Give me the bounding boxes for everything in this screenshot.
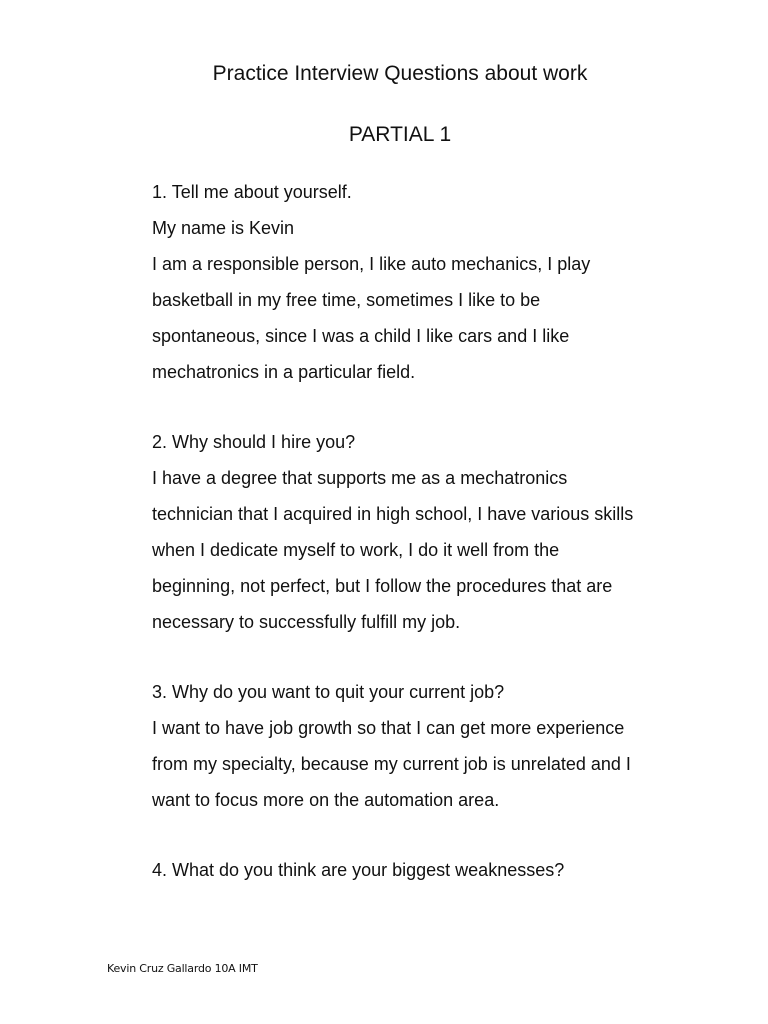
answer-line: from my specialty, because my current job is unrelated and I — [152, 754, 631, 774]
answer-line: basketball in my free time, sometimes I like to be — [152, 290, 541, 310]
page-title: Practice Interview Questions about work — [212, 62, 588, 85]
answer-line: I am a responsible person, I like auto mechanics, I play — [152, 254, 591, 274]
answer-line: mechatronics in a particular field. — [152, 362, 416, 382]
answer-line: beginning, not perfect, but I follow the procedures that are — [152, 576, 613, 596]
answer-line: I have a degree that supports me as a mechatronics — [152, 468, 568, 488]
answer-line: when I dedicate myself to work, I do it well from the — [152, 540, 560, 560]
question-block-1 — [152, 174, 712, 390]
answer-line: necessary to successfully fulfill my job. — [152, 612, 461, 632]
answer-line: I want to have job growth so that I can get more experience — [152, 718, 625, 738]
question-text: 1. Tell me about yourself. — [152, 182, 352, 202]
question-block-2 — [152, 424, 712, 640]
question-text: 4. What do you think are your biggest weaknesses? — [152, 860, 565, 880]
question-block-4 — [152, 852, 712, 888]
answer-line: want to focus more on the automation area. — [152, 790, 500, 810]
answer-line: My name is Kevin — [152, 218, 295, 238]
question-block-3 — [152, 674, 712, 818]
question-text: 2. Why should I hire you? — [152, 432, 356, 452]
answer-line: technician that I acquired in high school, I have various skills — [152, 504, 634, 524]
partial-heading: PARTIAL 1 — [348, 123, 452, 146]
page-footer: Kevin Cruz Gallardo 10A IMT — [107, 962, 258, 975]
question-text: 3. Why do you want to quit your current job? — [152, 682, 505, 702]
answer-line: spontaneous, since I was a child I like cars and I like — [152, 326, 570, 346]
